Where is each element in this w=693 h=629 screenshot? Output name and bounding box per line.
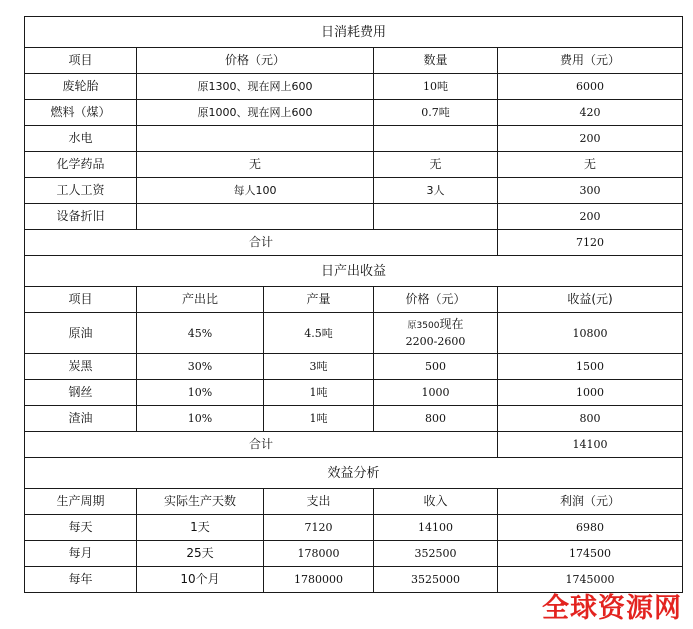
table-row	[25, 567, 683, 593]
item-cell: 燃料（煤）	[25, 100, 137, 126]
output-header-row	[25, 287, 683, 313]
income-cell: 10800	[498, 313, 683, 354]
ratio-cell: 10%	[137, 406, 264, 432]
table-row	[25, 354, 683, 380]
days-cell: 10个月	[137, 567, 264, 593]
item-cell: 钢丝	[25, 380, 137, 406]
price-cell: 每人100	[137, 178, 374, 204]
expense-cell: 7120	[264, 515, 374, 541]
table-row	[25, 541, 683, 567]
item-cell: 设备折旧	[25, 204, 137, 230]
cost-cell: 300	[498, 178, 683, 204]
table-row	[25, 126, 683, 152]
column-header: 价格（元）	[137, 48, 374, 74]
expense-cell: 178000	[264, 541, 374, 567]
column-header: 产量	[264, 287, 374, 313]
consumption-header-row	[25, 48, 683, 74]
income-cell: 352500	[374, 541, 498, 567]
table-row	[25, 204, 683, 230]
item-cell: 炭黑	[25, 354, 137, 380]
column-header: 利润（元）	[498, 489, 683, 515]
cost-cell: 420	[498, 100, 683, 126]
consumption-total-row	[25, 230, 683, 256]
item-cell: 废轮胎	[25, 74, 137, 100]
price-cell: 原1300、现在网上600	[137, 74, 374, 100]
days-cell: 1天	[137, 515, 264, 541]
income-cell: 1500	[498, 354, 683, 380]
column-header: 数量	[374, 48, 498, 74]
amount-cell: 3吨	[264, 354, 374, 380]
item-cell: 工人工资	[25, 178, 137, 204]
output-total-row	[25, 432, 683, 458]
table-row	[25, 74, 683, 100]
total-value: 7120	[498, 230, 683, 256]
analysis-header-row	[25, 489, 683, 515]
price-cell	[374, 313, 498, 354]
table-row	[25, 380, 683, 406]
column-header: 收入	[374, 489, 498, 515]
output-title: 日产出收益	[25, 256, 683, 287]
column-header: 项目	[25, 287, 137, 313]
price-cell	[137, 204, 374, 230]
quantity-cell: 3人	[374, 178, 498, 204]
days-cell: 25天	[137, 541, 264, 567]
column-header: 价格（元）	[374, 287, 498, 313]
profit-cell: 1745000	[498, 567, 683, 593]
table-row	[25, 313, 683, 354]
column-header: 生产周期	[25, 489, 137, 515]
quantity-cell: 无	[374, 152, 498, 178]
quantity-cell	[374, 204, 498, 230]
quantity-cell	[374, 126, 498, 152]
amount-cell: 1吨	[264, 380, 374, 406]
column-header: 产出比	[137, 287, 264, 313]
consumption-title: 日消耗费用	[25, 17, 683, 48]
item-cell: 渣油	[25, 406, 137, 432]
amount-cell: 4.5吨	[264, 313, 374, 354]
column-header: 收益(元)	[498, 287, 683, 313]
price-cell: 800	[374, 406, 498, 432]
table-row	[25, 152, 683, 178]
price-now-label: 现在	[439, 317, 464, 331]
income-cell: 3525000	[374, 567, 498, 593]
period-cell: 每月	[25, 541, 137, 567]
ratio-cell: 30%	[137, 354, 264, 380]
ratio-cell: 10%	[137, 380, 264, 406]
item-cell: 原油	[25, 313, 137, 354]
quantity-cell: 0.7吨	[374, 100, 498, 126]
total-value: 14100	[498, 432, 683, 458]
price-cell	[137, 126, 374, 152]
table-row	[25, 406, 683, 432]
item-cell: 水电	[25, 126, 137, 152]
income-cell: 800	[498, 406, 683, 432]
column-header: 实际生产天数	[137, 489, 264, 515]
price-cell: 无	[137, 152, 374, 178]
period-cell: 每天	[25, 515, 137, 541]
cost-cell: 无	[498, 152, 683, 178]
column-header: 支出	[264, 489, 374, 515]
quantity-cell: 10吨	[374, 74, 498, 100]
income-cell: 1000	[498, 380, 683, 406]
income-cell: 14100	[374, 515, 498, 541]
price-old: 原3500	[407, 321, 440, 331]
column-header: 项目	[25, 48, 137, 74]
cost-cell: 200	[498, 126, 683, 152]
column-header: 费用（元）	[498, 48, 683, 74]
table-row	[25, 515, 683, 541]
price-range: 2200-2600	[405, 335, 466, 348]
profit-cell: 6980	[498, 515, 683, 541]
price-cell-line1	[376, 317, 495, 334]
price-cell: 1000	[374, 380, 498, 406]
ratio-cell: 45%	[137, 313, 264, 354]
price-cell: 500	[374, 354, 498, 380]
profit-table	[24, 16, 683, 593]
item-cell: 化学药品	[25, 152, 137, 178]
total-label: 合计	[25, 432, 498, 458]
table-row	[25, 100, 683, 126]
price-cell: 原1000、现在网上600	[137, 100, 374, 126]
analysis-title: 效益分析	[25, 458, 683, 489]
watermark-logo: 全球资源网	[539, 593, 685, 625]
profit-cell: 174500	[498, 541, 683, 567]
cost-cell: 200	[498, 204, 683, 230]
total-label: 合计	[25, 230, 498, 256]
table-row	[25, 178, 683, 204]
expense-cell: 1780000	[264, 567, 374, 593]
amount-cell: 1吨	[264, 406, 374, 432]
period-cell: 每年	[25, 567, 137, 593]
cost-cell: 6000	[498, 74, 683, 100]
